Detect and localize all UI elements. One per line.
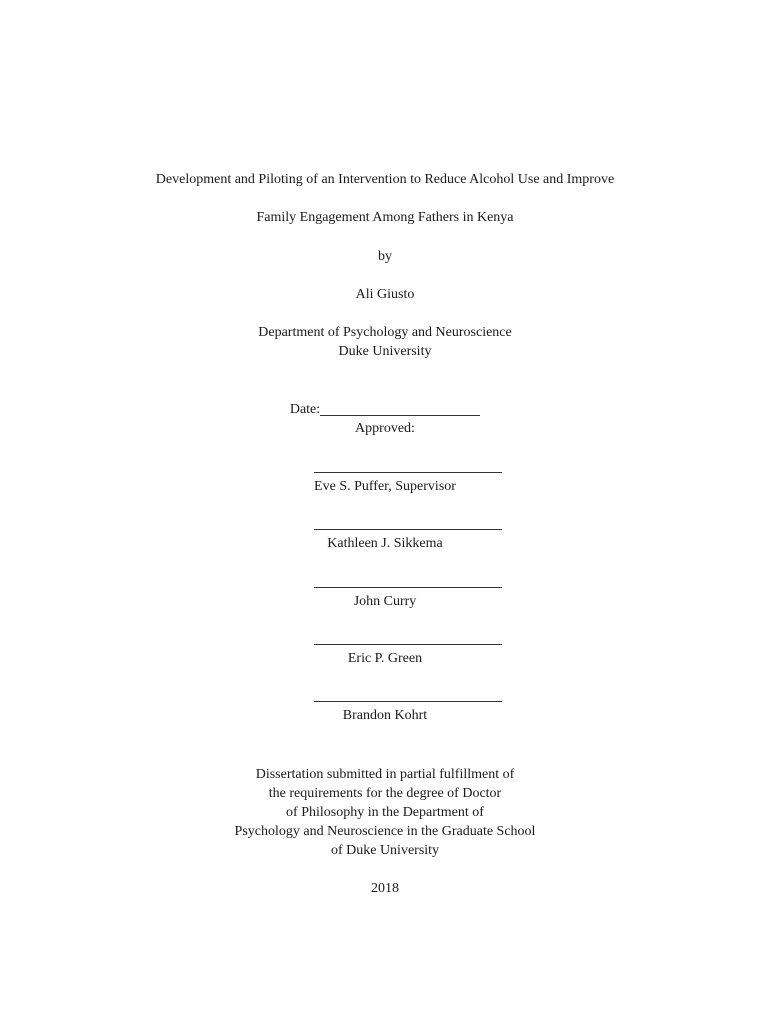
committee-member-name: Eric P. Green [347,651,423,666]
approved-label: Approved: [355,421,415,436]
committee-member-name: Kathleen J. Sikkema [327,536,443,551]
degree-statement-line: Psychology and Neuroscience in the Graduate School [234,824,536,839]
date-blank-rule [320,400,480,416]
committee-member-name: Brandon Kohrt [342,708,428,723]
committee-member-name: Eve S. Puffer, Supervisor [314,479,456,494]
date-line [0,400,770,420]
degree-statement-line: Dissertation submitted in partial fulfillment of [255,767,515,782]
dissertation-title-line-2: Family Engagement Among Fathers in Kenya [256,210,514,225]
dissertation-title-line-1: Development and Piloting of an Intervention to Reduce Alcohol Use and Improve [155,172,615,187]
department-name: Department of Psychology and Neuroscience [258,325,512,340]
date-label: Date: [289,402,321,417]
signature-line [314,644,502,645]
signature-line [314,701,502,702]
committee-member-name: John Curry [353,594,417,609]
degree-statement-line: of Philosophy in the Department of [286,805,484,820]
author-name: Ali Giusto [355,287,415,302]
degree-statement-line: of Duke University [330,843,440,858]
by-label: by [378,249,392,264]
signature-line [314,472,502,473]
signature-line [314,587,502,588]
year: 2018 [371,881,399,896]
degree-statement-line: the requirements for the degree of Doctor [268,786,502,801]
signature-line [314,529,502,530]
university-name: Duke University [338,344,432,359]
